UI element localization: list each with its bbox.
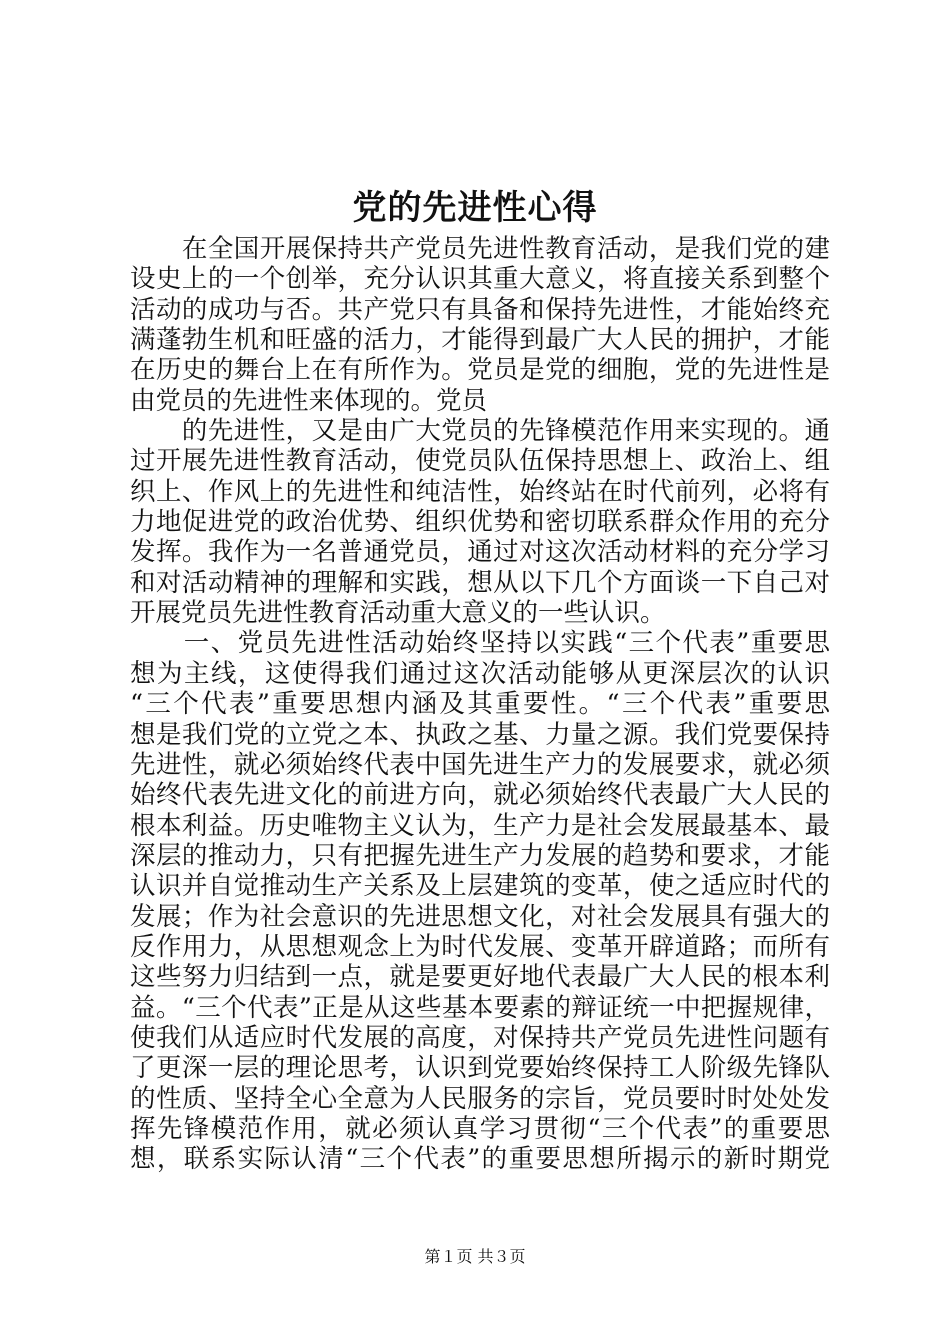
body-text-line: 过开展先进性教育活动，使党员队伍保持思想上、政治上、组: [130, 446, 830, 477]
body-text-line: 由党员的先进性来体现的。党员: [130, 385, 488, 416]
body-text-line: 发挥。我作为一名普通党员，通过对这次活动材料的充分学习: [130, 537, 830, 568]
body-text-line: 了更深一层的理论思考，认识到党要始终保持工人阶级先锋队: [130, 1053, 830, 1084]
document-body: [130, 234, 830, 1175]
body-text-line: 的性质、坚持全心全意为人民服务的宗旨，党员要时时处处发: [130, 1083, 830, 1114]
body-text-line: 想，联系实际认清“三个代表”的重要思想所揭示的新时期党: [130, 1144, 830, 1175]
body-text-line: 使我们从适应时代发展的高度，对保持共产党员先进性问题有: [130, 1022, 830, 1053]
body-text-line: 的先进性，又是由广大党员的先锋模范作用来实现的。通: [130, 416, 830, 447]
body-text-line: 根本利益。历史唯物主义认为，生产力是社会发展最基本、最: [130, 810, 830, 841]
body-text-line: 反作用力，从思想观念上为时代发展、变革开辟道路；而所有: [130, 931, 830, 962]
body-text-line: 深层的推动力，只有把握先进生产力发展的趋势和要求，才能: [130, 840, 830, 871]
body-text-line: 满蓬勃生机和旺盛的活力，才能得到最广大人民的拥护，才能: [130, 325, 830, 356]
body-text-line: 这些努力归结到一点，就是要更好地代表最广大人民的根本利: [130, 962, 830, 993]
body-text-line: 认识并自觉推动生产关系及上层建筑的变革，使之适应时代的: [130, 871, 830, 902]
body-text-line: 始终代表先进文化的前进方向，就必须始终代表最广大人民的: [130, 780, 830, 811]
body-text-line: 在全国开展保持共产党员先进性教育活动，是我们党的建: [130, 234, 830, 264]
body-text-line: 织上、作风上的先进性和纯洁性，始终站在时代前列，必将有: [130, 476, 830, 507]
body-text-line: 发展；作为社会意识的先进思想文化，对社会发展具有强大的: [130, 901, 830, 932]
body-text-line: 活动的成功与否。共产党只有具备和保持先进性，才能始终充: [130, 294, 830, 325]
page-number-footer: 第１页 共３页: [424, 1247, 526, 1266]
body-text-line: “三个代表”重要思想内涵及其重要性。“三个代表”重要思: [130, 689, 830, 720]
body-text-line: 挥先锋模范作用，就必须认真学习贯彻“三个代表”的重要思: [130, 1113, 830, 1144]
body-text-line: 和对活动精神的理解和实践，想从以下几个方面谈一下自己对: [130, 567, 830, 598]
body-text-line: 开展党员先进性教育活动重大意义的一些认识。: [130, 598, 666, 629]
body-text-line: 想为主线，这使得我们通过这次活动能够从更深层次的认识: [130, 658, 830, 689]
body-text-line: 力地促进党的政治优势、组织优势和密切联系群众作用的充分: [130, 507, 830, 538]
body-text-line: 益。“三个代表”正是从这些基本要素的辩证统一中把握规律，: [130, 992, 830, 1023]
body-text-line: 先进性，就必须始终代表中国先进生产力的发展要求，就必须: [130, 749, 830, 780]
body-text-line: 一、党员先进性活动始终坚持以实践“三个代表”重要思: [130, 628, 830, 659]
body-text-line: 想是我们党的立党之本、执政之基、力量之源。我们党要保持: [130, 719, 830, 750]
body-text-line: 设史上的一个创举，充分认识其重大意义，将直接关系到整个: [130, 264, 830, 295]
document-title: 党的先进性心得: [352, 188, 598, 228]
body-text-line: 在历史的舞台上在有所作为。党员是党的细胞，党的先进性是: [130, 355, 830, 386]
